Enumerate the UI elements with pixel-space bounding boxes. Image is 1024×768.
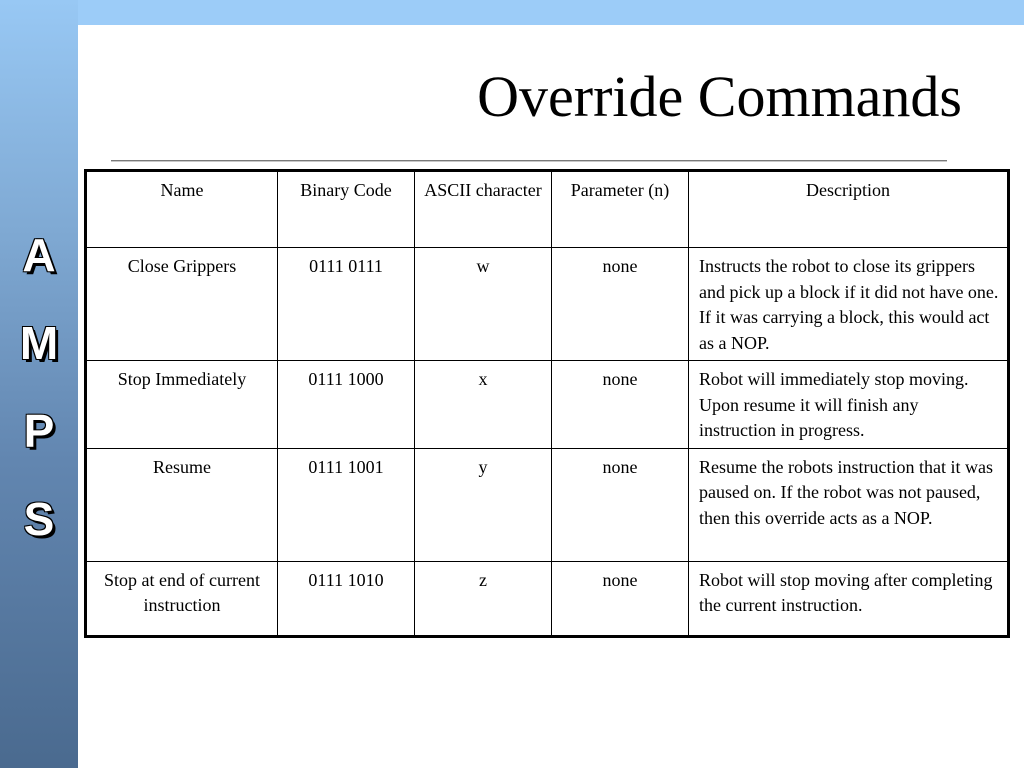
cell-ascii: w: [415, 248, 552, 361]
cell-description: Instructs the robot to close its grippers and pick up a block if it did not have one. If it was carrying a block, this would act as a NOP.: [689, 248, 1009, 361]
cell-description: Robot will stop moving after completing the current instruction.: [689, 561, 1009, 636]
header-ascii-character: ASCII character: [415, 171, 552, 248]
side-letter-a: A: [22, 229, 56, 281]
side-logo-letters: [0, 229, 78, 584]
side-letter-p: P: [23, 405, 55, 457]
cell-parameter: none: [552, 448, 689, 561]
cell-description: Robot will immediately stop moving. Upon resume it will finish any instruction in progress.: [689, 361, 1009, 449]
title-divider: [111, 160, 947, 162]
side-letter-m: M: [19, 317, 59, 369]
header-binary-code: Binary Code: [278, 171, 415, 248]
table-header-row: [86, 171, 1009, 248]
table-row: [86, 561, 1009, 636]
side-letter-s: S: [23, 493, 55, 545]
header-parameter: Parameter (n): [552, 171, 689, 248]
cell-description: Resume the robots instruction that it was paused on. If the robot was not paused, then this override acts as a NOP.: [689, 448, 1009, 561]
cell-parameter: none: [552, 361, 689, 449]
cell-name: Close Grippers: [86, 248, 278, 361]
cell-binary-code: 0111 1001: [278, 448, 415, 561]
cell-binary-code: 0111 0111: [278, 248, 415, 361]
slide-title: Override Commands: [477, 64, 962, 129]
cell-parameter: none: [552, 248, 689, 361]
cell-ascii: y: [415, 448, 552, 561]
top-band: [78, 0, 1024, 25]
cell-name: Stop at end of current instruction: [86, 561, 278, 636]
table-row: [86, 361, 1009, 449]
cell-binary-code: 0111 1000: [278, 361, 415, 449]
cell-binary-code: 0111 1010: [278, 561, 415, 636]
cell-parameter: none: [552, 561, 689, 636]
table-row: [86, 248, 1009, 361]
header-description: Description: [689, 171, 1009, 248]
cell-ascii: x: [415, 361, 552, 449]
cell-name: Stop Immediately: [86, 361, 278, 449]
header-name: Name: [86, 171, 278, 248]
override-commands-table: [84, 169, 1010, 638]
cell-name: Resume: [86, 448, 278, 561]
cell-ascii: z: [415, 561, 552, 636]
table-row: [86, 448, 1009, 561]
